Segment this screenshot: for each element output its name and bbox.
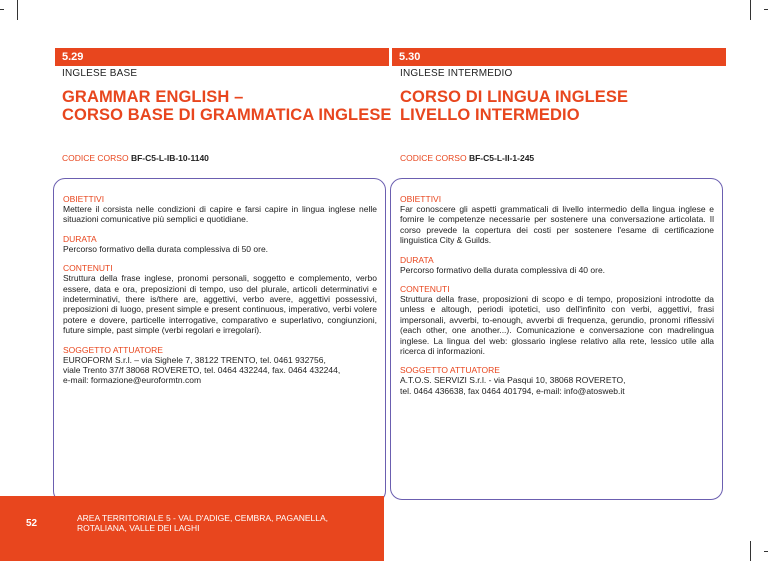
title-line: CORSO BASE DI GRAMMATICA INGLESE	[62, 106, 392, 124]
course-number-badge: 5.29	[55, 48, 389, 66]
section-text	[400, 375, 714, 396]
section-text: Percorso formativo della durata complessiva di 50 ore.	[63, 243, 269, 254]
address-line: EUROFORM S.r.l. – via Sighele 7, 38122 TRENTO, tel. 0461 932756,	[63, 354, 326, 365]
course-details-card	[53, 178, 386, 503]
section-heading: SOGGETTO ATTUATORE	[400, 365, 500, 376]
title-line: CORSO DI LINGUA INGLESE	[400, 88, 629, 106]
course-code	[62, 153, 209, 163]
section-heading: SOGGETTO ATTUATORE	[63, 344, 163, 355]
course-title	[400, 88, 628, 124]
crop-mark	[17, 0, 18, 20]
course-code	[400, 153, 534, 163]
crop-mark	[0, 9, 4, 10]
section-heading: OBIETTIVI	[400, 194, 442, 204]
code-value: BF-C5-L-IB-10-1140	[130, 153, 209, 163]
section-text: Struttura della frase, proposizioni di scopo e di tempo, proposizioni introdotte da unless e altough, periodi ipotetici, uso dell'infinito con verbi, aggettivi, frasi impersonali, avverbi, to-enough, avverbi di frequenza, gerundio, pronomi riflessivi (each other, one another...). Comunicazione e conversazione con madrelingua inglese. La lingua del web: glossario inglese relativo alla rete, lessico utile alla ricerca di informazioni.	[400, 294, 714, 357]
section-text: Mettere il corsista nelle condizioni di capire e farsi capire in lingua inglese nelle situazioni comunicative più semplici e quotidiane.	[63, 204, 377, 225]
address-line: A.T.O.S. SERVIZI S.r.l. - via Pasqui 10, 38068 ROVERETO,	[400, 375, 626, 386]
course-number-badge: 5.30	[392, 48, 726, 66]
section-heading: DURATA	[63, 233, 97, 244]
section-heading: CONTENUTI	[63, 263, 113, 274]
course-title	[62, 88, 392, 124]
footer-line: AREA TERRITORIALE 5 - VAL D'ADIGE, CEMBRA, PAGANELLA,	[77, 513, 329, 523]
code-label: CODICE CORSO	[400, 153, 467, 163]
section-heading: OBIETTIVI	[63, 194, 105, 204]
footer-area-label	[77, 514, 367, 533]
address-line: tel. 0464 436638, fax 0464 401794, e-mail: info@atosweb.it	[400, 385, 625, 396]
section-text: Percorso formativo della durata complessiva di 40 ore.	[400, 264, 606, 275]
code-label: CODICE CORSO	[62, 153, 129, 163]
course-details-card	[390, 178, 723, 500]
section-heading: DURATA	[400, 254, 434, 265]
code-value: BF-C5-L-II-1-245	[468, 153, 535, 163]
address-line: e-mail: formazione@euroformtn.com	[63, 375, 202, 386]
section-text	[63, 355, 377, 386]
page-number: 52	[26, 518, 38, 529]
section-heading: CONTENUTI	[400, 284, 450, 295]
crop-mark	[764, 551, 768, 552]
address-line: viale Trento 37/f 38068 ROVERETO, tel. 0464 432244, fax. 0464 432244,	[63, 365, 341, 376]
crop-mark	[750, 541, 751, 561]
course-level: INGLESE INTERMEDIO	[400, 68, 513, 79]
title-line: GRAMMAR ENGLISH –	[62, 88, 244, 106]
crop-mark	[764, 9, 768, 10]
section-text: Far conoscere gli aspetti grammaticali di livello intermedio della lingua inglese e fornire le competenze necessarie per sostenere una conversazione articolata. Il corso prevede la copertura dei costi per sostenere l'esame di certificazione linguistica City & Guilds.	[400, 204, 714, 246]
course-level: INGLESE BASE	[62, 68, 138, 79]
title-line: LIVELLO INTERMEDIO	[400, 106, 580, 124]
footer-line: ROTALIANA, VALLE DEI LAGHI	[77, 522, 200, 533]
crop-mark	[750, 0, 751, 20]
section-text: Struttura della frase inglese, pronomi personali, soggetto e complemento, verbo essere, data e ora, preposizioni di tempo, uso del plurale, articoli determinativi e indeterminativi, there is/there are, aggettivi, verbo avere, aggettivi possessivi, preposizioni di luogo, present simple e present continuous, imperativo, verbi volere potere e dovere, particelle interrogative, comparativo e superlativo, congiunzioni, future simple, past simple (verbi regolari e irregolari).	[63, 273, 377, 336]
